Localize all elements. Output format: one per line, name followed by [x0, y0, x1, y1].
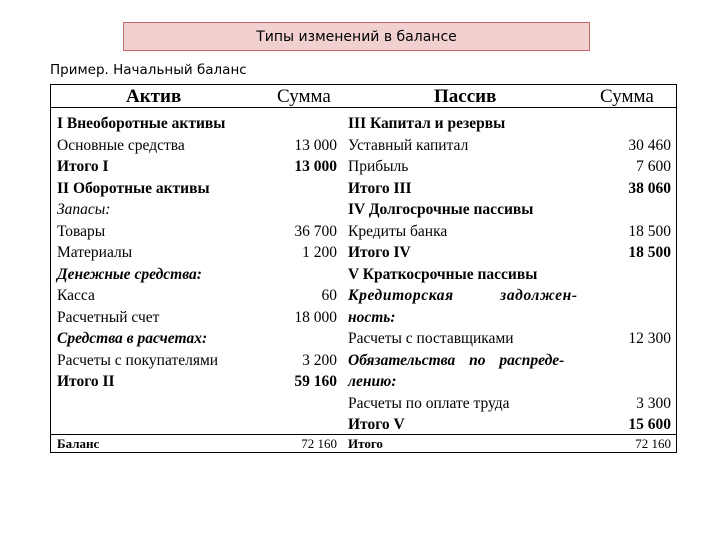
liability-sum	[591, 199, 671, 221]
liability-row: Обязательства по распреде-	[348, 351, 565, 369]
header-liability: Пассив	[434, 86, 497, 107]
liability-row: Итого III	[348, 179, 412, 197]
header-sum-1: Сумма	[277, 86, 331, 107]
liability-column	[348, 113, 578, 436]
asset-sum-column	[273, 113, 337, 393]
asset-row: Итого II	[57, 373, 115, 390]
asset-sum	[273, 178, 337, 200]
liability-row: Прибыль	[348, 158, 409, 175]
liability-sum	[591, 285, 671, 307]
liability-sum: 38 060	[628, 179, 671, 197]
liability-row: ность:	[348, 308, 396, 326]
liability-sum: 18 500	[628, 244, 671, 261]
header-sum-2: Сумма	[600, 86, 654, 107]
asset-sum: 13 000	[294, 136, 337, 154]
total-sum: 72 160	[635, 436, 671, 451]
liability-row: Итого IV	[348, 244, 411, 261]
liability-sum	[591, 264, 671, 286]
asset-sum	[273, 113, 337, 135]
liability-row: IV Долгосрочные пассивы	[348, 201, 534, 218]
liability-row: Расчеты с поставщиками	[348, 330, 514, 347]
liability-sum-column	[591, 113, 671, 436]
liability-row: V Краткосрочные пассивы	[348, 265, 538, 283]
asset-row: Основные средства	[57, 136, 185, 154]
asset-sum	[273, 199, 337, 221]
asset-sum: 36 700	[294, 222, 337, 240]
asset-sum	[273, 328, 337, 350]
asset-sum: 59 160	[294, 373, 337, 390]
liability-sum: 7 600	[636, 158, 671, 175]
liability-row: Итого V	[348, 416, 405, 433]
asset-row: Расчеты с покупателями	[57, 351, 219, 369]
asset-row: Денежные средства:	[57, 265, 202, 283]
asset-row: Итого I	[57, 158, 109, 175]
liability-sum: 3 300	[636, 394, 671, 412]
liability-sum: 15 600	[628, 416, 671, 433]
asset-column	[57, 113, 272, 393]
header-asset: Актив	[126, 86, 182, 107]
total-label: Итого	[348, 436, 383, 451]
asset-sum: 60	[321, 287, 337, 304]
asset-row: Запасы:	[57, 201, 111, 218]
balance-table	[50, 84, 677, 453]
slide-title: Типы изменений в балансе	[123, 22, 590, 51]
asset-sum: 13 000	[294, 158, 337, 175]
balance-sum: 72 160	[301, 436, 337, 451]
asset-sum: 1 200	[302, 244, 337, 261]
liability-sum	[591, 307, 671, 329]
liability-sum: 12 300	[628, 330, 671, 347]
liability-sum: 30 460	[628, 136, 671, 154]
liability-row: Расчеты по оплате труда	[348, 394, 510, 412]
asset-row: Материалы	[57, 244, 133, 261]
liability-row: Кредиты банка	[348, 222, 448, 240]
liability-row: Уставный капитал	[348, 136, 469, 154]
liability-sum	[591, 371, 671, 393]
asset-sum: 3 200	[302, 351, 337, 369]
asset-row: Товары	[57, 222, 106, 240]
asset-row: I Внеоборотные активы	[57, 115, 226, 132]
asset-row: Расчетный счет	[57, 308, 160, 326]
balance-label: Баланс	[57, 436, 100, 451]
liability-sum	[591, 350, 671, 372]
example-label: Пример. Начальный баланс	[50, 62, 247, 78]
liability-row: Кредиторская задолжен-	[348, 287, 578, 304]
asset-sum	[273, 264, 337, 286]
liability-row: лению:	[348, 373, 397, 390]
liability-row: III Капитал и резервы	[348, 115, 506, 132]
asset-row: Средства в расчетах:	[57, 330, 208, 347]
header-divider	[51, 107, 676, 108]
asset-row: Касса	[57, 287, 95, 304]
asset-row: II Оборотные активы	[57, 179, 210, 197]
liability-sum: 18 500	[628, 222, 671, 240]
liability-sum	[591, 113, 671, 135]
asset-sum: 18 000	[294, 308, 337, 326]
